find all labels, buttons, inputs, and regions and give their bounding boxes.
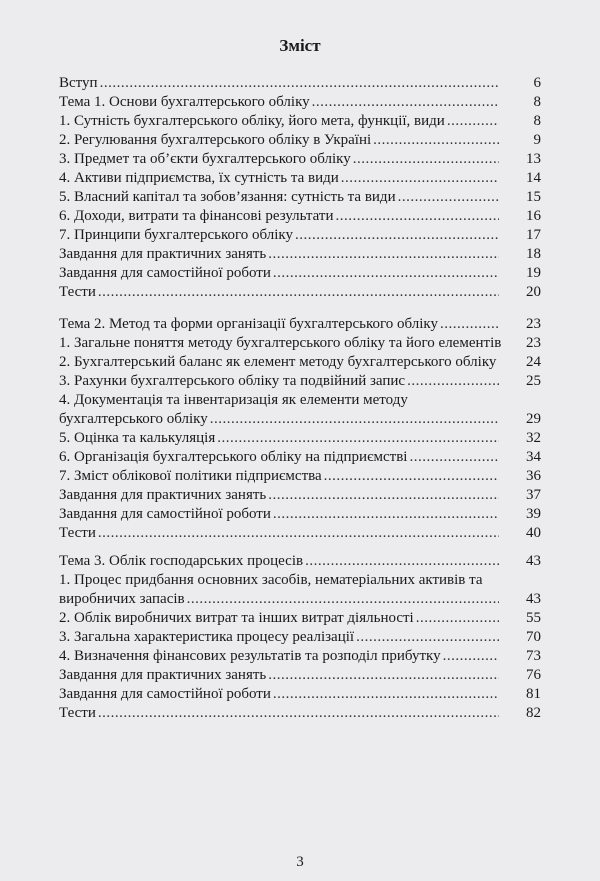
toc-entry	[59, 524, 541, 543]
toc-entry	[59, 429, 541, 448]
toc-entry-label: 2. Регулювання бухгалтерського обліку в Україні	[59, 132, 372, 148]
dot-leader	[356, 628, 499, 647]
toc-entry-label: 1. Сутність бухгалтерського обліку, його мета, функції, види	[59, 113, 445, 129]
toc-entry	[59, 552, 541, 571]
toc-entry	[59, 704, 541, 723]
toc-entry-page: 81	[526, 686, 541, 702]
dot-leader	[409, 448, 499, 467]
toc-entry	[59, 112, 541, 131]
toc-entry-page: 24	[526, 354, 541, 370]
toc-entry-page: 13	[526, 151, 541, 167]
toc-entry-label: 7. Зміст облікової політики підприємства	[59, 468, 322, 484]
dot-leader	[273, 505, 499, 524]
toc-entry	[59, 315, 541, 334]
toc-entry-label: Вступ	[59, 75, 98, 91]
toc-entry-label: Тема 2. Метод та форми організації бухгалтерського обліку	[59, 316, 438, 332]
toc-entry-page: 16	[526, 208, 541, 224]
toc-entry-label: 4. Визначення фінансових результатів та розподіл прибутку	[59, 648, 441, 664]
toc-entry-label: 6. Доходи, витрати та фінансові результати	[59, 208, 334, 224]
toc-entry-page: 19	[526, 265, 541, 281]
toc-entry-label: Завдання для самостійної роботи	[59, 686, 271, 702]
toc-entry	[59, 353, 541, 372]
toc-entry-label: 5. Оцінка та калькуляція	[59, 430, 216, 446]
toc-entry	[59, 609, 541, 628]
toc-entry-label: Тема 3. Облік господарських процесів	[59, 553, 304, 569]
toc-entry-page: 43	[526, 591, 541, 607]
toc-entry-label: 1. Загальне поняття методу бухгалтерського обліку та його елементів	[59, 335, 502, 351]
dot-leader	[98, 524, 499, 543]
toc-entry	[59, 334, 541, 353]
toc-entry-page: 6	[533, 75, 541, 91]
toc-entry	[59, 628, 541, 647]
page-number: 3	[296, 854, 304, 870]
toc-entry-page: 9	[533, 132, 541, 148]
toc-entry	[59, 207, 541, 226]
dot-leader	[268, 245, 499, 264]
dot-leader	[100, 74, 499, 93]
toc-entry-label: 7. Принципи бухгалтерського обліку	[59, 227, 293, 243]
toc-entry-page: 23	[526, 316, 541, 332]
toc-entry-page: 18	[526, 246, 541, 262]
toc-entry-page: 20	[526, 284, 541, 300]
toc-entry	[59, 505, 541, 524]
toc-entry	[59, 74, 541, 93]
toc-entry	[59, 188, 541, 207]
dot-leader	[324, 467, 499, 486]
toc-entry-label: Завдання для самостійної роботи	[59, 506, 271, 522]
toc-entry-label: 6. Організація бухгалтерського обліку на підприємстві	[59, 449, 408, 465]
dot-leader	[447, 112, 499, 131]
toc-entry	[59, 590, 541, 609]
toc-entry-label: Завдання для практичних занять	[59, 667, 267, 683]
toc-entry-page: 70	[526, 629, 541, 645]
toc-entry	[59, 410, 541, 429]
toc-entry-label: 2. Облік виробничих витрат та інших витрат діяльності	[59, 610, 414, 626]
toc-entry-page: 76	[526, 667, 541, 683]
toc-entry-label: Тести	[59, 705, 96, 721]
toc-entry-page: 32	[526, 430, 541, 446]
dot-leader	[268, 486, 499, 505]
dot-leader	[498, 353, 499, 372]
toc-entry	[59, 169, 541, 188]
dot-leader	[373, 131, 499, 150]
toc-entry-page: 82	[526, 705, 541, 721]
toc-entry-page: 8	[533, 94, 541, 110]
toc-entry-page: 34	[526, 449, 541, 465]
toc-entry	[59, 448, 541, 467]
dot-leader	[98, 704, 499, 723]
toc-section-3	[59, 552, 541, 723]
toc-entry-label: 2. Бухгалтерський баланс як елемент методу бухгалтерського обліку	[59, 354, 497, 370]
dot-leader	[273, 264, 499, 283]
toc-entry-label: 4. Активи підприємства, їх сутність та види	[59, 170, 339, 186]
toc-entry	[59, 467, 541, 486]
toc-entry	[59, 150, 541, 169]
dot-leader	[416, 609, 499, 628]
toc-entry	[59, 226, 541, 245]
toc-entry	[59, 131, 541, 150]
toc-entry-page: 8	[533, 113, 541, 129]
toc-entry-label: Завдання для практичних занять	[59, 246, 267, 262]
dot-leader	[312, 93, 499, 112]
toc-entry	[59, 666, 541, 685]
toc-entry	[59, 571, 541, 590]
dot-leader	[353, 150, 499, 169]
toc-entry-page: 29	[526, 411, 541, 427]
dot-leader	[273, 685, 499, 704]
toc-entry-label: бухгалтерського обліку	[59, 411, 208, 427]
dot-leader	[268, 666, 499, 685]
toc-entry-page: 36	[526, 468, 541, 484]
toc-entry-page: 25	[526, 373, 541, 389]
dot-leader	[295, 226, 499, 245]
toc-entry-page: 17	[526, 227, 541, 243]
toc-entry-page: 43	[526, 553, 541, 569]
dot-leader	[305, 552, 499, 571]
toc-entry-label: Завдання для самостійної роботи	[59, 265, 271, 281]
dot-leader	[187, 590, 499, 609]
dot-leader	[407, 372, 499, 391]
dot-leader	[210, 410, 499, 429]
dot-leader	[217, 429, 499, 448]
toc-entry-page: 39	[526, 506, 541, 522]
toc-entry-page: 15	[526, 189, 541, 205]
dot-leader	[440, 315, 499, 334]
toc-entry	[59, 685, 541, 704]
toc-entry-page: 40	[526, 525, 541, 541]
toc-section-1	[59, 74, 541, 302]
toc-entry-label: 5. Власний капітал та зобов’язання: сутність та види	[59, 189, 396, 205]
toc-entry	[59, 647, 541, 666]
toc-entry	[59, 245, 541, 264]
toc-entry	[59, 486, 541, 505]
toc-entry-page: 23	[526, 335, 541, 351]
toc-entry-page: 37	[526, 487, 541, 503]
toc-entry	[59, 283, 541, 302]
toc-entry-page: 73	[526, 648, 541, 664]
toc-entry-page: 14	[526, 170, 541, 186]
dot-leader	[98, 283, 499, 302]
dot-leader	[398, 188, 499, 207]
toc-entry-label: Завдання для практичних занять	[59, 487, 267, 503]
toc-entry-label: 1. Процес придбання основних засобів, нематеріальних активів та	[59, 572, 483, 588]
dot-leader	[341, 169, 499, 188]
toc-entry-label: Тема 1. Основи бухгалтерського обліку	[59, 94, 310, 110]
toc-entry-label: 4. Документація та інвентаризація як елементи методу	[59, 392, 408, 408]
toc-entry-label: Тести	[59, 525, 96, 541]
toc-section-2	[59, 315, 541, 543]
dot-leader	[336, 207, 499, 226]
dot-leader	[443, 647, 499, 666]
toc-entry-label: 3. Рахунки бухгалтерського обліку та подвійний запис	[59, 373, 406, 389]
toc-entry	[59, 391, 541, 410]
page-title: Зміст	[279, 36, 321, 55]
toc-entry	[59, 93, 541, 112]
toc-entry-page: 55	[526, 610, 541, 626]
toc-entry-label: Тести	[59, 284, 96, 300]
toc-entry-label: 3. Загальна характеристика процесу реалізації	[59, 629, 355, 645]
toc-entry	[59, 264, 541, 283]
toc-entry-label: 3. Предмет та об’єкти бухгалтерського обліку	[59, 151, 351, 167]
toc-entry-label: виробничих запасів	[59, 591, 185, 607]
toc-entry	[59, 372, 541, 391]
